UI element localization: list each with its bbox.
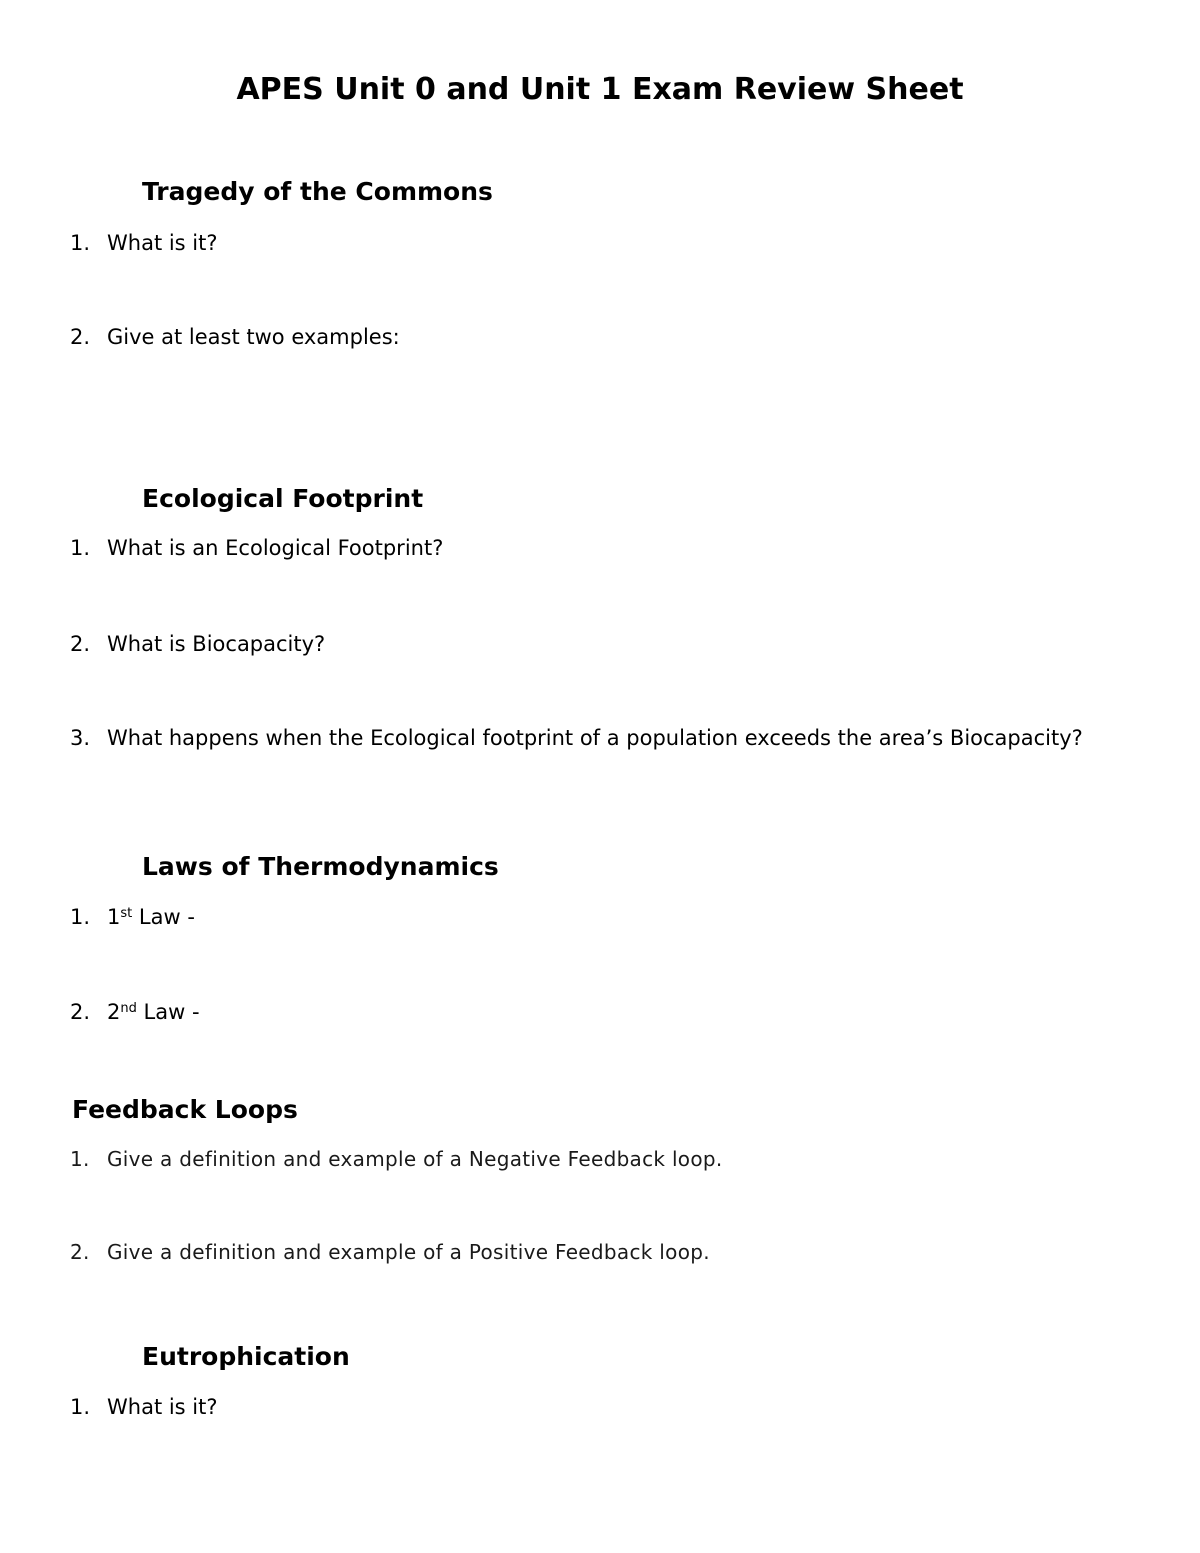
item-text: What is it?: [107, 1395, 218, 1419]
section-heading-feedback-loops: Feedback Loops: [72, 1095, 298, 1124]
law-number: 2: [107, 1000, 121, 1024]
item-text: Give at least two examples:: [107, 325, 400, 349]
item-text: Give a definition and example of a Negative Feedback loop.: [107, 1147, 723, 1171]
section-heading-ecological-footprint: Ecological Footprint: [142, 484, 424, 513]
item-number: 1.: [70, 1395, 91, 1419]
law-label: Law -: [132, 905, 195, 929]
list-item: [70, 533, 1140, 564]
section-heading-laws-of-thermodynamics: Laws of Thermodynamics: [142, 852, 499, 881]
item-text: What is Biocapacity?: [107, 632, 326, 656]
list-item: [70, 228, 1140, 259]
item-number: 2.: [70, 1000, 91, 1024]
list-item: [70, 629, 1140, 660]
section-heading-tragedy-of-the-commons: Tragedy of the Commons: [142, 177, 493, 206]
ordinal-suffix: st: [120, 906, 133, 921]
list-item: [70, 997, 1140, 1028]
item-number: 2.: [70, 325, 91, 349]
list-item: [70, 1144, 1140, 1175]
ordinal-suffix: nd: [120, 1001, 137, 1016]
item-number: 3.: [70, 726, 91, 750]
list-item: [70, 902, 1140, 933]
item-text: [107, 902, 1140, 933]
item-text: What happens when the Ecological footprint of a population exceeds the area’s Biocapacity?: [107, 726, 1083, 750]
law-label: Law -: [136, 1000, 200, 1024]
list-item: [70, 1237, 1140, 1268]
item-number: 1.: [70, 231, 91, 255]
section-heading-eutrophication: Eutrophication: [142, 1342, 350, 1371]
item-text: What is an Ecological Footprint?: [107, 536, 444, 560]
item-number: 1.: [70, 1147, 90, 1171]
item-text: What is it?: [107, 231, 218, 255]
page-title: APES Unit 0 and Unit 1 Exam Review Sheet: [236, 72, 964, 107]
item-text: Give a definition and example of a Positive Feedback loop.: [107, 1240, 710, 1264]
list-item: [70, 322, 1140, 353]
list-item: [70, 1392, 1140, 1423]
law-number: 1: [107, 905, 121, 929]
item-number: 1.: [70, 536, 91, 560]
item-number: 2.: [70, 1240, 90, 1264]
item-text: [107, 997, 1140, 1028]
item-number: 2.: [70, 632, 91, 656]
item-number: 1.: [70, 905, 91, 929]
list-item: [70, 723, 1140, 754]
